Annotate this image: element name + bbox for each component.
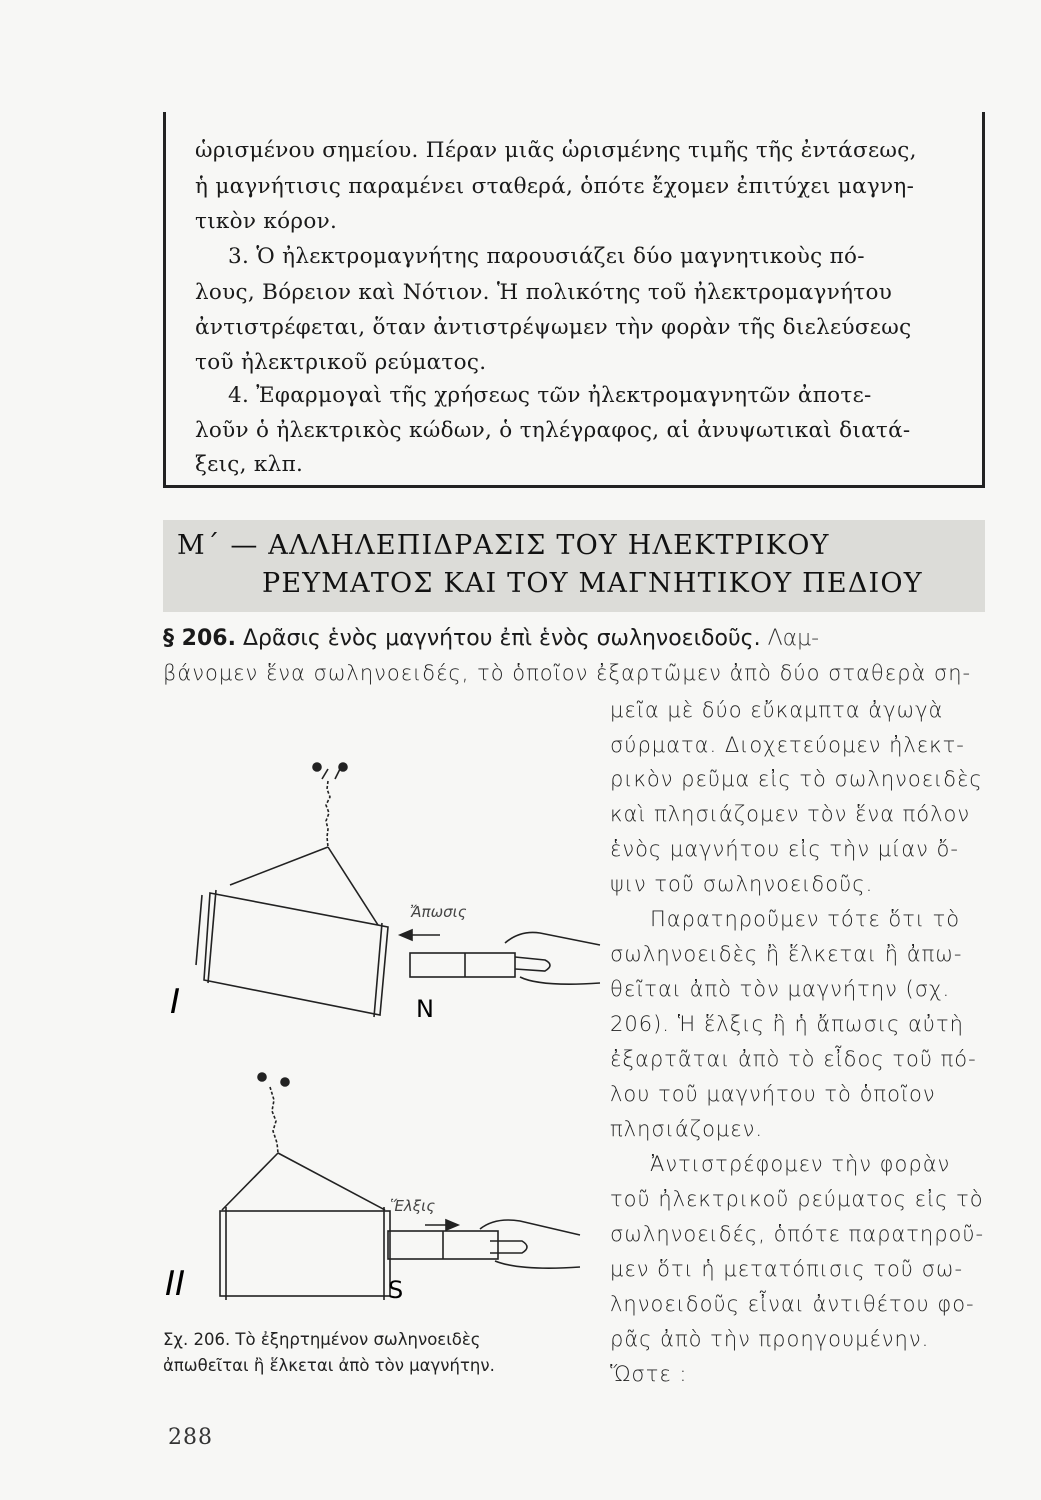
- text-line: λου τοῦ μαγνήτου τὸ ὁποῖον: [610, 1082, 936, 1106]
- section-lead: Λαμ-: [767, 626, 820, 651]
- text-line: ρικὸν ρεῦμα εἰς τὸ σωληνοειδὲς: [610, 767, 983, 791]
- hand-label-attraction: Ἕλξις: [390, 1197, 436, 1215]
- text-line: μεῖα μὲ δύο εὔκαμπτα ἀγωγὰ: [610, 698, 944, 722]
- chapter-heading-line1: Μ΄ — ΑΛΛΗΛΕΠΙΔΡΑΣΙΣ ΤΟΥ ΗΛΕΚΤΡΙΚΟΥ: [177, 530, 830, 561]
- text-line: Ἀντιστρέφομεν τὴν φορὰν: [650, 1152, 951, 1176]
- text-line: πλησιάζομεν.: [610, 1117, 764, 1141]
- chain-top: [326, 781, 330, 847]
- box-line: ξεις, κλπ.: [195, 452, 304, 477]
- text-line: θεῖται ἀπὸ τὸν μαγνήτην (σχ.: [610, 977, 951, 1001]
- box-line: λους, Βόρειον καὶ Νότιον. Ἡ πολικότης τοῦ ἠλεκτρομαγνήτου: [195, 280, 893, 305]
- figure-caption-line1: Σχ. 206. Τὸ ἐξηρτημένον σωληνοειδὲς: [163, 1330, 481, 1349]
- figure-label-I: I: [170, 982, 181, 1022]
- box-line: τοῦ ἠλεκτρικοῦ ρεύματος.: [195, 350, 487, 375]
- text-line: ἐξαρτᾶται ἀπὸ τὸ εἶδος τοῦ πό-: [610, 1047, 977, 1071]
- text-line: Παρατηροῦμεν τότε ὅτι τὸ: [650, 907, 961, 931]
- hand-I: [505, 932, 600, 984]
- text-line: σωληνοειδές, ὁπότε παρατηροῦ-: [610, 1222, 985, 1246]
- pole-label-S: S: [388, 1276, 404, 1304]
- chain-bottom: [270, 1087, 278, 1153]
- figure-label-II: II: [165, 1264, 186, 1304]
- text-line: βάνομεν ἕνα σωληνοειδές, τὸ ὁποῖον ἐξαρτῶμεν ἀπὸ δύο σταθερὰ ση-: [163, 661, 972, 685]
- chapter-heading-line2: ΡΕΥΜΑΤΟΣ ΚΑΙ ΤΟΥ ΜΑΓΝΗΤΙΚΟΥ ΠΕΔΙΟΥ: [262, 568, 923, 599]
- text-line: σύρματα. Διοχετεύομεν ἠλεκτ-: [610, 733, 965, 757]
- text-line: ρᾶς ἀπὸ τὴν προηγουμένην.: [610, 1327, 930, 1351]
- wire: [230, 847, 328, 885]
- text-line: καὶ πλησιάζομεν τὸν ἕνα πόλον: [610, 802, 971, 826]
- text-line: ψιν τοῦ σωληνοειδοῦς.: [610, 872, 874, 896]
- pole-label-N: N: [416, 995, 434, 1023]
- section-title: [163, 626, 819, 651]
- box-line: 4. Ἐφαρμογαὶ τῆς χρήσεως τῶν ἠλεκτρομαγνητῶν ἀποτε-: [228, 383, 872, 408]
- wire: [222, 1153, 278, 1210]
- section-heading: Δρᾶσις ἑνὸς μαγνήτου ἐπὶ ἑνὸς σωληνοειδοῦς.: [242, 626, 761, 651]
- hand-label-repulsion: Ἄπωσις: [410, 903, 467, 921]
- text-line: 206). Ἡ ἕλξις ἢ ἡ ἄπωσις αὐτὴ: [610, 1012, 964, 1036]
- hook-top: [322, 769, 328, 779]
- box-line: τικὸν κόρον.: [195, 209, 338, 234]
- text-line: σωληνοειδὲς ἢ ἕλκεται ἢ ἀπω-: [610, 942, 963, 966]
- wire: [278, 1153, 385, 1210]
- box-line: ἡ μαγνήτισις παραμένει σταθερά, ὁπότε ἔχομεν ἐπιτύχει μαγνη-: [195, 174, 915, 199]
- wire: [328, 847, 378, 925]
- box-line: 3. Ὁ ἠλεκτρομαγνήτης παρουσιάζει δύο μαγνητικοὺς πό-: [228, 244, 865, 269]
- figure-caption-line2: ἀπωθεῖται ἢ ἕλκεται ἀπὸ τὸν μαγνήτην.: [163, 1356, 495, 1375]
- text-line: μεν ὅτι ἡ μετατόπισις τοῦ σω-: [610, 1257, 964, 1281]
- text-line: ληνοειδοῦς εἶναι ἀντιθέτου φο-: [610, 1292, 975, 1316]
- page-number: 288: [168, 1425, 213, 1450]
- hand-II: [480, 1220, 580, 1268]
- solenoid-figure: [160, 755, 610, 1325]
- solenoid-II: [220, 1207, 390, 1300]
- box-line: ὡρισμένου σημείου. Πέραν μιᾶς ὡρισμένης τιμῆς τῆς ἐντάσεως,: [195, 138, 917, 163]
- solenoid-I: [196, 890, 388, 1017]
- box-line: ἀντιστρέφεται, ὅταν ἀντιστρέψωμεν τὴν φορὰν τῆς διελεύσεως: [195, 315, 912, 340]
- text-line: τοῦ ἠλεκτρικοῦ ρεύματος εἰς τὸ: [610, 1187, 984, 1211]
- text-line: ἑνὸς μαγνήτου εἰς τὴν μίαν ὄ-: [610, 837, 959, 861]
- text-line: Ὥστε :: [610, 1362, 688, 1386]
- box-line: λοῦν ὁ ἠλεκτρικὸς κώδων, ὁ τηλέγραφος, αἱ ἀνυψωτικαὶ διατά-: [195, 418, 911, 443]
- magnet-I: [410, 953, 515, 977]
- section-number: § 206.: [163, 626, 236, 651]
